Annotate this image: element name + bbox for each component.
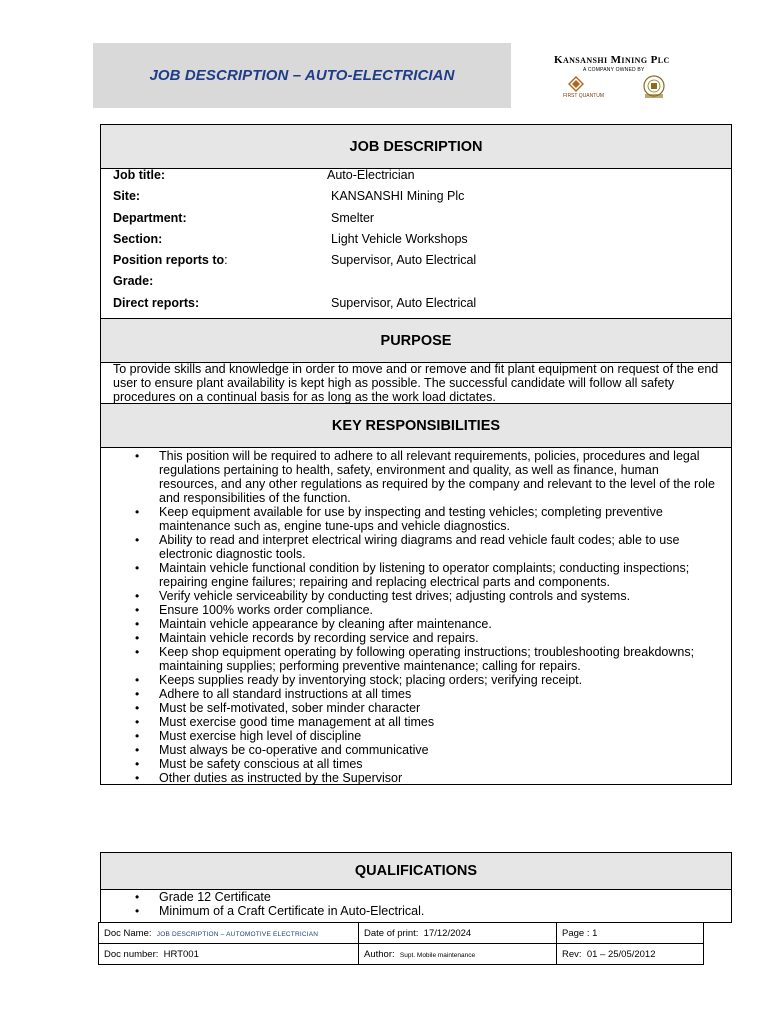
list-item: • Verify vehicle serviceability by conducting test drives; adjusting controls and systems. [101,589,731,603]
doc-name-cell [99,923,359,944]
qualifications-section [100,852,732,923]
list-item: • Must exercise good time management at all times [101,715,731,729]
list-item: • Minimum of a Craft Certificate in Auto-Electrical. [101,904,731,918]
list-item: • Keep shop equipment operating by following operating instructions; troubleshooting breakdowns; maintaining supplies; performing preventive maintenance; calling for repairs. [101,645,731,673]
list-item: • Maintain vehicle appearance by cleaning after maintenance. [101,617,731,631]
kansanshi-seal-icon [642,74,666,100]
job-title-label: Job title: [113,168,166,182]
author-value: Supt. Mobile maintenance [399,951,476,959]
first-quantum-logo-icon [568,76,584,92]
date-of-print-label: Date of print: [364,927,419,939]
document-title: JOB DESCRIPTION – AUTO-ELECTRICIAN [149,67,455,84]
responsibilities-list [101,449,731,785]
list-item: • Maintain vehicle records by recording service and repairs. [101,631,731,645]
revision-label: Rev: [562,948,582,960]
page-label: Page : [562,927,590,939]
list-item: • Keeps supplies ready by inventorying stock; placing orders; verifying receipt. [101,673,731,687]
date-of-print-value: 17/12/2024 [423,927,472,939]
company-subtitle: A COMPANY OWNED BY [583,67,645,73]
list-item: • Ability to read and interpret electrical wiring diagrams and read vehicle fault codes; able to use electronic diagnostic tools. [101,533,731,561]
list-item: • Adhere to all standard instructions at all times [101,687,731,701]
job-description-section [100,124,732,404]
company-logo [546,52,696,102]
list-item: • Ensure 100% works order compliance. [101,603,731,617]
table-row [99,944,704,965]
direct-reports-label: Direct reports: [113,296,200,310]
qualifications-list [101,890,731,918]
reports-to-label-text: Position reports to [113,253,225,267]
revision-cell [557,944,704,965]
list-item: • Keep equipment available for use by inspecting and testing vehicles; completing preventive maintenance such as, engine tune-ups and vehicle diagnostics. [101,505,731,533]
key-responsibilities-section [100,403,732,785]
job-title-value: Auto-Electrician [327,168,415,182]
list-item: • Maintain vehicle functional condition by listening to operator complaints; conducting inspections; repairing engine failures; repairing and replacing electrical parts and components. [101,561,731,589]
department-value: Smelter [331,211,375,225]
first-quantum-label: FIRST QUANTUM [563,93,605,99]
table-row [99,923,704,944]
list-item: • Other duties as instructed by the Supervisor [101,771,731,785]
document-title-banner [93,43,511,108]
author-cell [359,944,557,965]
document-footer-table [98,922,704,965]
doc-number-cell [99,944,359,965]
direct-reports-value: Supervisor, Auto Electrical [331,296,477,310]
section-label: Section: [113,232,163,246]
list-item: • Must exercise high level of discipline [101,729,731,743]
grade-label: Grade: [113,274,154,288]
list-item: • This position will be required to adhere to all relevant requirements, policies, procedures and legal regulations pertaining to health, safety, environment and quality, as well as finance, human resources, and any other regulations as required by the company and relevant to the level of the role and responsibilities of the function. [101,449,731,505]
doc-name-label: Doc Name: [104,927,152,939]
purpose-text: To provide skills and knowledge in order to move and or remove and fit plant equipment on request of the end user to ensure plant availability is kept high as possible. The successful candidate will follow all safety procedures on a continual basis for as long as the work load dictates. [113,362,719,404]
list-item: • Must be self-motivated, sober minder character [101,701,731,715]
author-label: Author: [364,948,395,960]
department-label: Department: [113,211,187,225]
doc-number-label: Doc number: [104,948,159,960]
list-item: • Must always be co-operative and communicative [101,743,731,757]
section-value: Light Vehicle Workshops [331,232,468,246]
revision-value: 01 – 25/05/2012 [586,948,656,960]
list-item: • Must be safety conscious at all times [101,757,731,771]
reports-to-label-colon: : [224,253,228,267]
list-item: • Grade 12 Certificate [101,890,731,904]
page-value: 1 [592,927,598,939]
site-label: Site: [113,189,141,203]
doc-number-value: HRT001 [163,948,199,960]
reports-to-label [113,253,228,267]
date-of-print-cell [359,923,557,944]
site-value: KANSANSHI Mining Plc [331,189,465,203]
job-description-heading: JOB DESCRIPTION [101,125,731,169]
page-cell [557,923,704,944]
key-responsibilities-heading: KEY RESPONSIBILITIES [101,404,731,448]
doc-name-value: JOB DESCRIPTION – AUTOMOTIVE ELECTRICIAN [156,930,319,938]
company-name: Kansanshi Mining Plc [554,54,670,66]
reports-to-value: Supervisor, Auto Electrical [331,253,477,267]
purpose-heading: PURPOSE [101,318,731,363]
qualifications-heading: QUALIFICATIONS [101,853,731,890]
